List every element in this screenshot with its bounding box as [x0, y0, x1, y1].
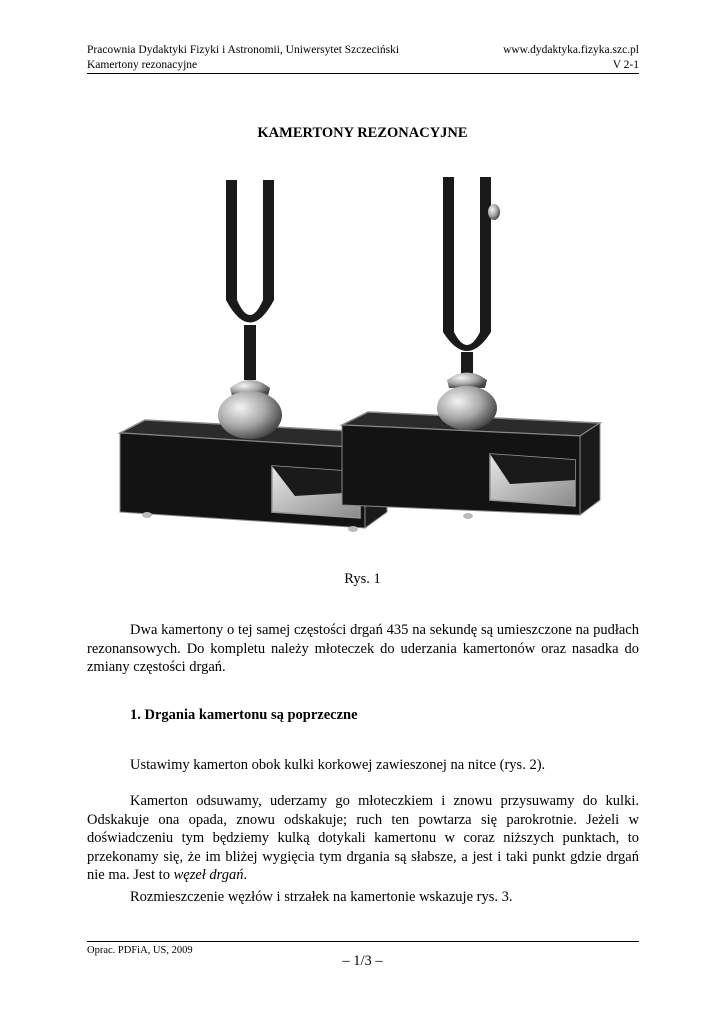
paragraph-experiment — [87, 792, 639, 885]
header-institution: Pracownia Dydaktyki Fizyki i Astronomii, Uniwersytet Szczeciński — [87, 44, 400, 56]
page-title: KAMERTONY REZONACYJNE — [257, 125, 468, 141]
paragraph-experiment-text: Kamerton odsuwamy, uderzamy go młoteczkiem i znowu przysuwamy do kulki. Odskakuje ona opada, znowu odskakuje; ruch ten powtarza się parokrotnie. Jeżeli w doświadczeniu tym będziemy kulką dotykali kamertonu w coraz niższych punktach, to przekonamy się, że im bliżej wygięcia tym drgania są słabsze, a jest i taki punkt gdzie drgań nie ma. Jest to — [87, 793, 639, 883]
footer-credit: Oprac. PDFiA, US, 2009 — [87, 945, 193, 956]
figure-caption: Rys. 1 — [344, 571, 381, 587]
header-topic: Kamertony rezonacyjne — [87, 59, 198, 71]
tuning-fork-left — [218, 180, 282, 439]
paragraph-reference: Rozmieszczenie węzłów i strzałek na kamertonie wskazuje rys. 3. — [130, 889, 513, 905]
tuning-forks-illustration — [110, 170, 610, 540]
footer-divider — [87, 941, 639, 942]
intro-paragraph: Dwa kamertony o tej samej częstości drgań 435 na sekundę są umieszczone na pudłach rezonansowych. Do kompletu należy młoteczek do uderzania kamertonów oraz nasadka do zmiany częstości drgań. — [87, 622, 639, 675]
tuning-fork-right — [437, 177, 500, 430]
term-node: węzeł drgań — [173, 867, 244, 883]
header-website: www.dydaktyka.fizyka.szc.pl — [503, 44, 639, 56]
page-number: – 1/3 – — [342, 953, 383, 969]
header-version: V 2-1 — [612, 59, 639, 71]
section-heading: 1. Drgania kamertonu są poprzeczne — [130, 707, 358, 723]
paragraph-setup: Ustawimy kamerton obok kulki korkowej zawieszonej na nitce (rys. 2). — [130, 757, 546, 773]
paragraph-experiment-end: . — [243, 867, 248, 883]
header-divider — [87, 73, 639, 74]
